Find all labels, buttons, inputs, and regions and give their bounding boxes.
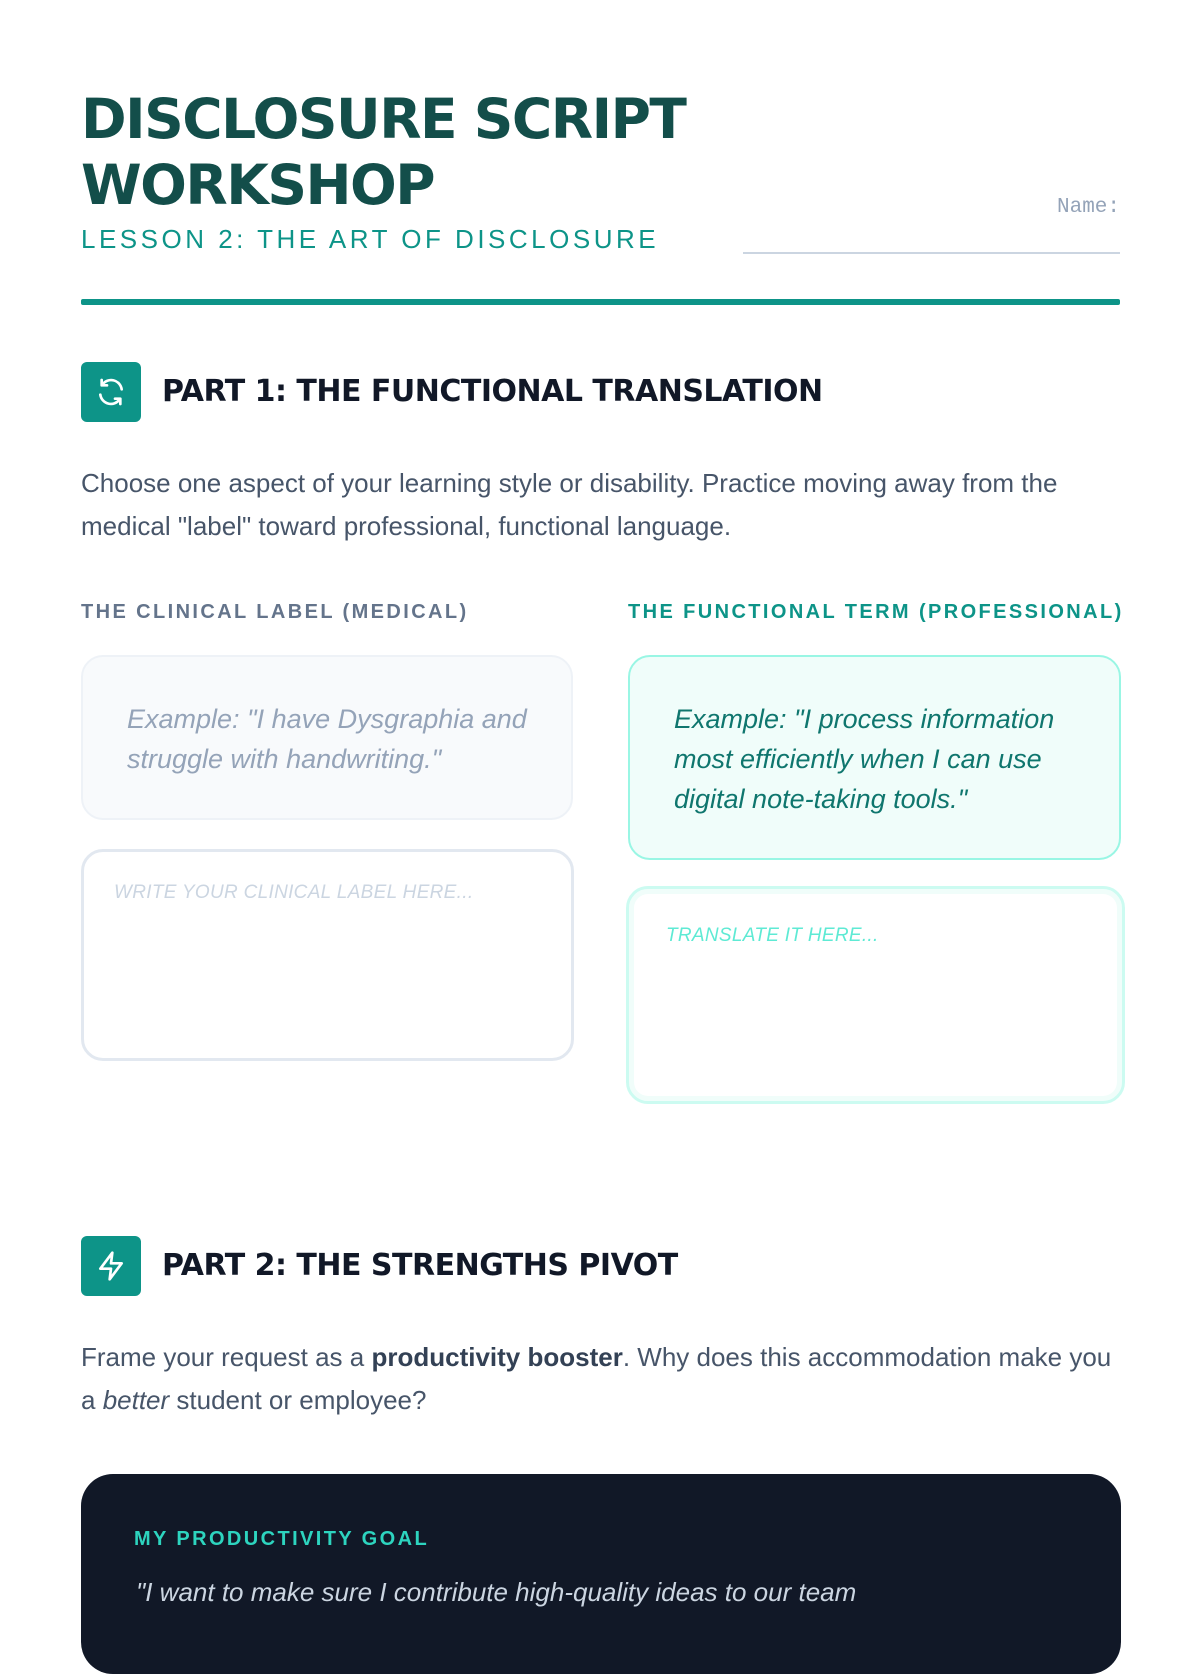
part2-desc-bold: productivity booster [371,1342,623,1372]
part2-title: PART 2: THE STRENGTHS PIVOT [162,1248,678,1283]
part2-desc-post: student or employee? [169,1385,427,1415]
goal-text: "I want to make sure I contribute high-quality ideas to our team [136,1577,857,1607]
clinical-label-placeholder: WRITE YOUR CLINICAL LABEL HERE... [114,882,474,903]
header-divider [81,299,1120,305]
part2-description [81,1336,1121,1422]
part1-description: Choose one aspect of your learning style or disability. Practice moving away from the medical "label" toward professional, functional language. [81,468,1058,541]
page-subtitle: LESSON 2: THE ART OF DISCLOSURE [81,224,660,254]
part2-desc-mid: . Why does this accommodation make you a [81,1342,1112,1415]
functional-term-input[interactable] [626,886,1125,1104]
name-label: Name: [1056,196,1120,219]
part2-desc-pre: Frame your request as a [81,1342,372,1372]
clinical-example-card: Example: "I have Dysgraphia and struggle with handwriting." [81,655,573,820]
clinical-label-heading: THE CLINICAL LABEL (MEDICAL) [81,601,469,623]
part1-title: PART 1: THE FUNCTIONAL TRANSLATION [162,374,823,409]
productivity-goal-card [81,1474,1121,1674]
functional-term-heading: THE FUNCTIONAL TERM (PROFESSIONAL) [628,601,1124,623]
page-title: DISCLOSURE SCRIPT WORKSHOP [81,87,686,217]
lightning-icon [81,1236,141,1296]
refresh-icon [81,362,141,422]
goal-label: MY PRODUCTIVITY GOAL [134,1528,430,1550]
clinical-label-input[interactable] [81,849,574,1061]
name-input-line[interactable] [743,252,1120,254]
part2-desc-italic: better [102,1385,170,1415]
functional-example-card: Example: "I process information most efficiently when I can use digital note-taking tools." [628,655,1121,860]
functional-term-placeholder: TRANSLATE IT HERE... [666,925,879,946]
